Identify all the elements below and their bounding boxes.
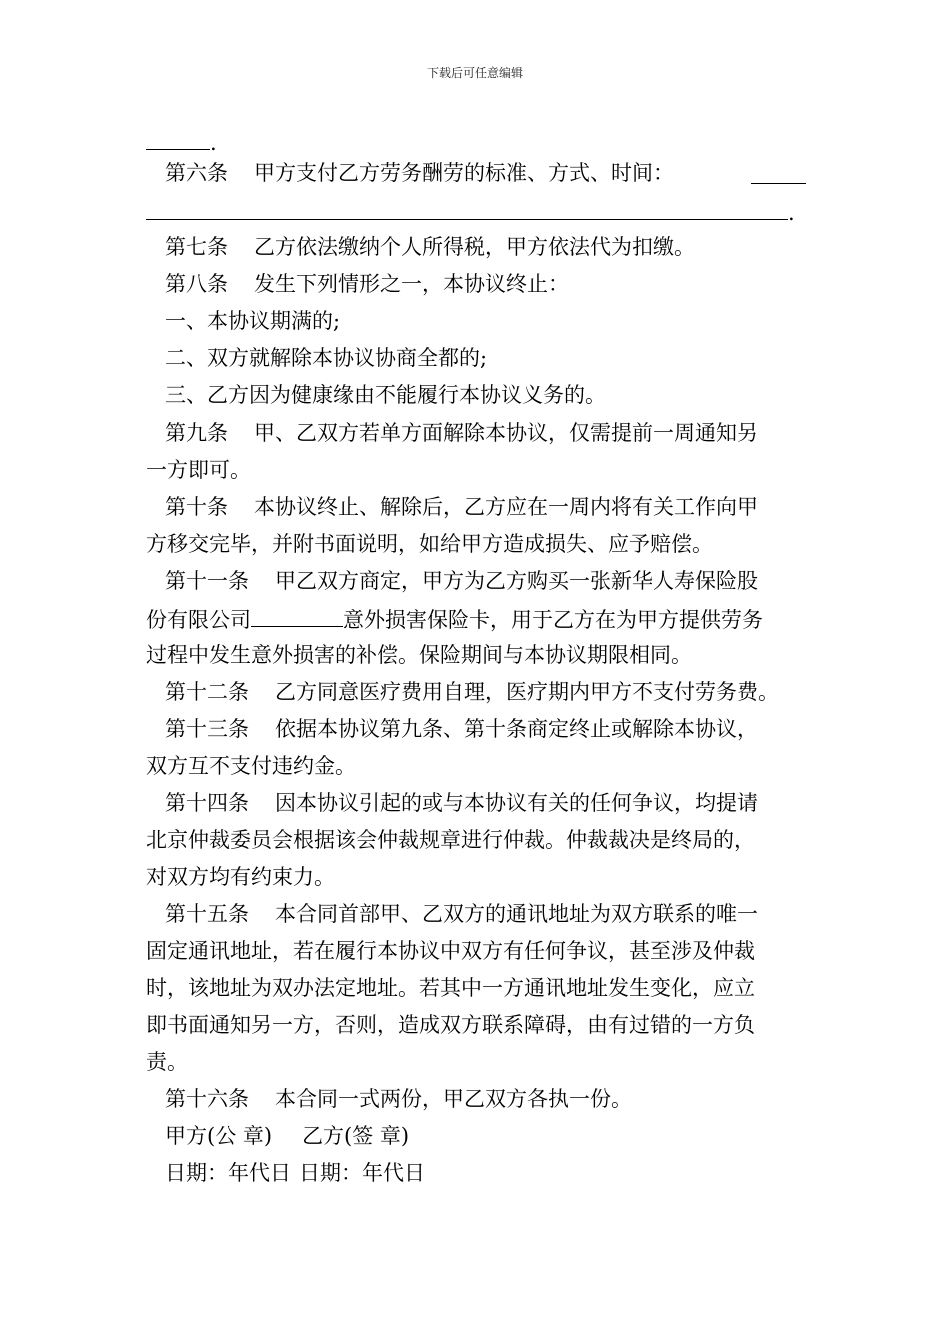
article-16 (165, 1084, 632, 1114)
article-12 (165, 677, 779, 707)
article-text: 发生下列情形之一，本协议终止： (254, 272, 569, 296)
line-end-period: . (788, 201, 795, 226)
article-11-cont: 过程中发生意外损害的补偿。保险期间与本协议期限相同。 (146, 643, 692, 667)
article-7 (165, 232, 695, 262)
article-number: 第十条 (165, 495, 228, 519)
party-a-date: 日期：年代日 (165, 1161, 291, 1185)
signature-line (165, 1121, 409, 1151)
article-number: 第六条 (165, 161, 228, 185)
article-number: 第十四条 (165, 791, 249, 815)
party-b-date: 日期：年代日 (299, 1161, 425, 1185)
article-number: 第十三条 (165, 717, 249, 741)
fill-blank (146, 126, 210, 150)
page-header: 下载后可任意编辑 (426, 66, 523, 80)
article-13 (165, 714, 758, 744)
line-end-period: . (210, 131, 217, 156)
article-text: 份有限公司 (146, 608, 251, 633)
article-15-cont: 即书面通知另一方，否则，造成双方联系障碍，由有过错的一方负 (146, 1013, 755, 1037)
article-14-cont: 北京仲裁委员会根据该会仲裁规章进行仲裁。仲裁裁决是终局的， (146, 828, 755, 852)
fill-blank (251, 603, 343, 627)
article-13-cont: 双方互不支付违约金。 (146, 754, 356, 778)
list-item: 一、本协议期满的; (165, 309, 341, 333)
list-item: 三、乙方因为健康缘由不能履行本协议义务的。 (165, 383, 606, 407)
article-text: 甲、乙双方若单方面解除本协议，仅需提前一周通知另 (254, 421, 758, 445)
article-number: 第八条 (165, 272, 228, 296)
article-10-cont: 方移交完毕，并附书面说明，如给甲方造成损失、应予赔偿。 (146, 532, 713, 556)
article-9-cont: 一方即可。 (146, 458, 251, 482)
article-number: 第十二条 (165, 680, 249, 704)
article-text: 意外损害保险卡，用于乙方在为甲方提供劳务 (343, 608, 763, 633)
article-6 (165, 158, 674, 188)
article-15 (165, 899, 758, 929)
article-text: 依据本协议第九条、第十条商定终止或解除本协议， (275, 717, 758, 741)
article-15-cont: 时，该地址为双办法定地址。若其中一方通讯地址发生变化，应立 (146, 976, 755, 1000)
article-number: 第十一条 (165, 569, 249, 593)
party-b-sign-label: 乙方(签 章) (302, 1124, 410, 1148)
article-number: 第七条 (165, 235, 228, 259)
article-15-cont: 固定通讯地址，若在履行本协议中双方有任何争议，甚至涉及仲裁 (146, 939, 755, 963)
article-text: 甲方支付乙方劳务酬劳的标准、方式、时间： (254, 161, 674, 185)
article-number: 第十六条 (165, 1087, 249, 1111)
article-text: 因本协议引起的或与本协议有关的任何争议，均提请 (275, 791, 758, 815)
date-line (165, 1158, 425, 1188)
article-text: 乙方同意医疗费用自理，医疗期内甲方不支付劳务费。 (275, 680, 779, 704)
article-text: 乙方依法缴纳个人所得税，甲方依法代为扣缴。 (254, 235, 695, 259)
article-14 (165, 788, 758, 818)
article-text: 本合同一式两份，甲乙双方各执一份。 (275, 1087, 632, 1111)
article-6-blank-line (146, 196, 795, 228)
article-9 (165, 418, 758, 448)
article-11-cont (146, 603, 763, 635)
party-a-seal-label: 甲方(公 章) (165, 1124, 273, 1148)
article-11 (165, 566, 758, 596)
article-14-cont: 对双方均有约束力。 (146, 865, 335, 889)
fill-blank (146, 196, 788, 220)
article-number: 第九条 (165, 421, 228, 445)
article-8 (165, 269, 569, 299)
blank-line-continuation (146, 126, 217, 158)
article-text: 本合同首部甲、乙双方的通讯地址为双方联系的唯一 (275, 902, 758, 926)
article-15-cont: 责。 (146, 1050, 188, 1074)
article-10 (165, 492, 758, 522)
list-item: 二、双方就解除本协议协商全都的; (165, 346, 488, 370)
article-text: 甲乙双方商定，甲方为乙方购买一张新华人寿保险股 (275, 569, 758, 593)
article-text: 本协议终止、解除后，乙方应在一周内将有关工作向甲 (254, 495, 758, 519)
fill-blank (751, 158, 806, 184)
article-number: 第十五条 (165, 902, 249, 926)
